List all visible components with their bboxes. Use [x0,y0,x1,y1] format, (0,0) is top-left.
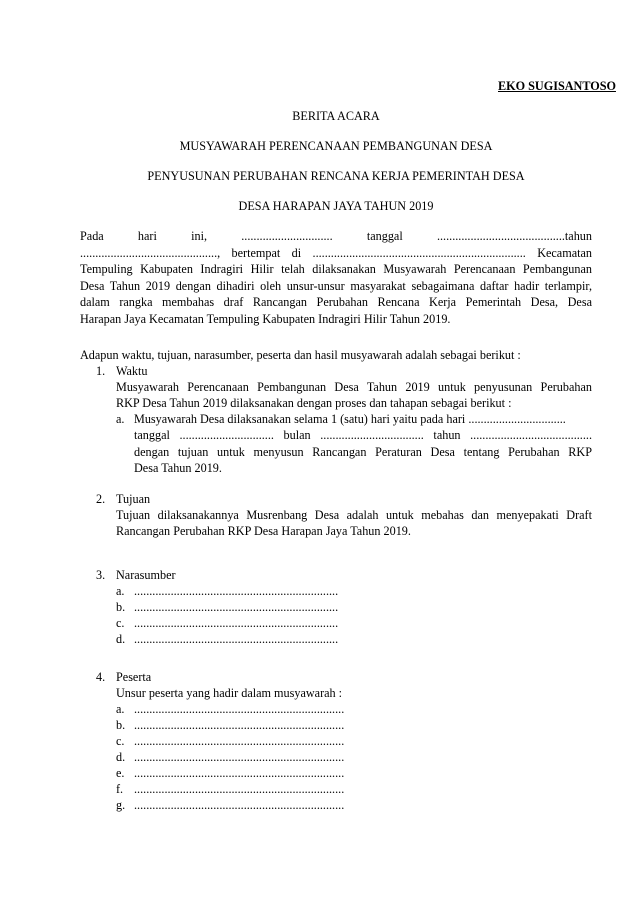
waktu-sub-line-3: dengan tujuan untuk menyusun Rancangan Peraturan Desa tentang Perubahan RKP [134,444,592,459]
narasumber-label: Narasumber [116,568,176,582]
waktu-desc-line-2: RKP Desa Tahun 2019 dilaksanakan dengan proses dan tahapan sebagai berikut : [116,396,512,411]
peserta-item-blank: ..................................................................... [134,718,345,732]
narasumber-item-blank: ................................................................... [134,584,339,598]
narasumber-item-blank: ................................................................... [134,632,339,646]
waktu-sub-line-2: tanggal ............................... bulan .................................. tahun ........................................ [134,428,592,443]
peserta-item-letter: b. [116,718,126,732]
waktu-sub-letter: a. [116,412,125,426]
doc-subtitle-rkp: PENYUSUNAN PERUBAHAN RENCANA KERJA PEMERINTAH DESA [147,169,525,183]
waktu-sub-text [134,411,592,476]
peserta-item-blank: ..................................................................... [134,702,345,716]
waktu-number: 1. [96,364,106,378]
intro-blank-day: .............................. [241,229,333,243]
intro-paragraph [80,228,592,327]
intro-line-4: Desa Tahun 2019 dengan dihadiri oleh unsur-unsur masyarakat sebagaimana daftar hadir terlampir, [80,278,592,293]
peserta-item-blank: ..................................................................... [134,766,345,780]
waktu-sub-line-4: Desa Tahun 2019. [134,460,222,475]
narasumber-item-letter: d. [116,632,126,646]
intro-blank-date: ..........................................tahun [436,229,592,243]
narasumber-item-blank: ................................................................... [134,600,339,614]
intro-word-tanggal: tanggal [366,229,403,243]
peserta-number: 4. [96,670,106,684]
intro-word-pada: Pada [80,229,104,243]
peserta-item-letter: d. [116,750,126,764]
waktu-label: Waktu [116,364,148,378]
intro-line-3: Tempuling Kabupaten Indragiri Hilir telah dilaksanakan Musyawarah Perencanaan Pembangunan [80,262,592,276]
tujuan-label: Tujuan [116,492,151,506]
peserta-item-letter: c. [116,734,125,748]
peserta-item-letter: g. [116,798,126,812]
intro-line-6: Harapan Jaya Kecamatan Tempuling Kabupaten Indragiri Hilir Tahun 2019. [80,311,451,326]
doc-title: BERITA ACARA [292,109,380,123]
waktu-sub-line-1: Musyawarah Desa dilaksanakan selama 1 (satu) hari yaitu pada hari ................................ [134,412,566,426]
waktu-desc-line-1: Musyawarah Perencanaan Pembangunan Desa Tahun 2019 untuk penyusunan Perubahan [116,380,592,394]
tujuan-desc-line-1: Tujuan dilaksanakannya Musrenbang Desa adalah untuk mebahas dan menyepakati Draft [116,508,592,522]
narasumber-item-letter: a. [116,584,125,598]
waktu-desc [116,379,592,412]
narasumber-item-letter: b. [116,600,126,614]
narasumber-item-blank: ................................................................... [134,616,339,630]
author-name: EKO SUGISANTOSO [498,79,616,93]
peserta-item-blank: ..................................................................... [134,798,345,812]
intro-word-ini: ini, [191,229,208,243]
narasumber-item-letter: c. [116,616,125,630]
tujuan-desc-line-2: Rancangan Perubahan RKP Desa Harapan Jaya Tahun 2019. [116,524,411,539]
peserta-item-letter: e. [116,766,125,780]
agenda-intro: Adapun waktu, tujuan, narasumber, peserta dan hasil musyawarah adalah sebagai berikut : [80,348,521,362]
peserta-desc: Unsur peserta yang hadir dalam musyawarah : [116,686,343,700]
doc-subtitle-musrenbang: MUSYAWARAH PERENCANAAN PEMBANGUNAN DESA [179,139,493,153]
intro-line-2: ............................................., bertempat di ...................................................................... Kecamatan [80,245,592,260]
doc-subtitle-desa: DESA HARAPAN JAYA TAHUN 2019 [238,199,434,213]
peserta-item-letter: a. [116,702,125,716]
narasumber-number: 3. [96,568,106,582]
intro-line-5: dalam rangka membahas draf Rancangan Perubahan Rencana Kerja Pemerintah Desa, Desa [80,295,592,309]
tujuan-number: 2. [96,492,106,506]
intro-word-hari: hari [137,229,157,243]
peserta-item-blank: ..................................................................... [134,734,345,748]
intro-line-1 [80,228,592,245]
peserta-item-blank: ..................................................................... [134,750,345,764]
peserta-item-blank: ..................................................................... [134,782,345,796]
peserta-item-letter: f. [116,782,124,796]
tujuan-desc [116,507,592,540]
peserta-label: Peserta [116,670,152,684]
